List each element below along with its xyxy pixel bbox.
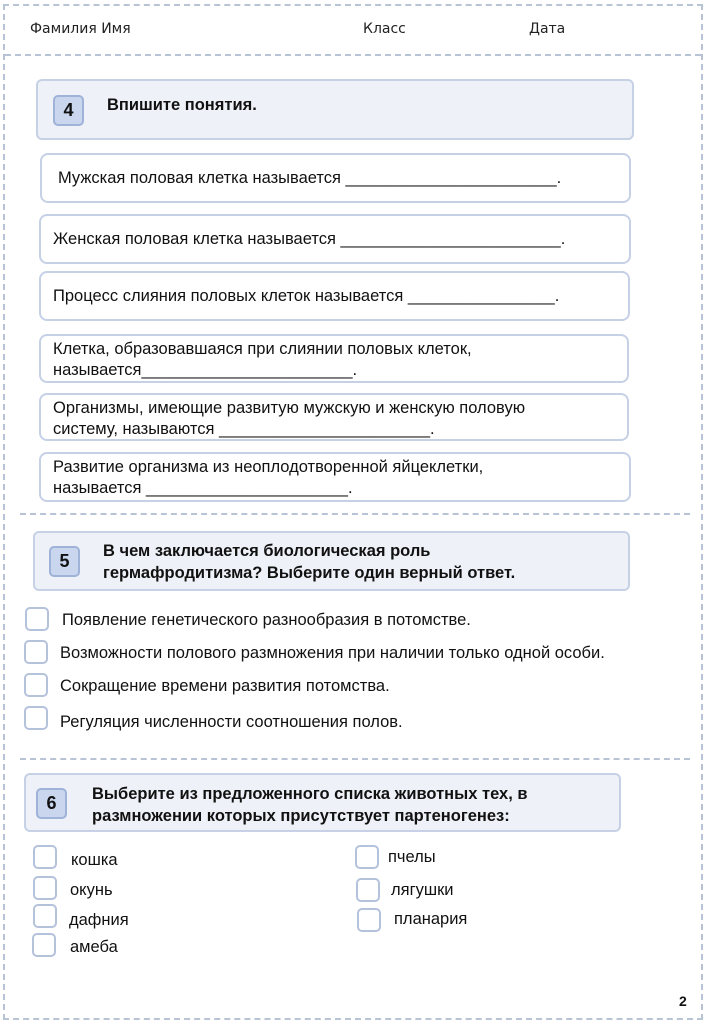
task-5-number: 5 — [49, 546, 80, 577]
task-6-title — [92, 783, 528, 827]
option-checkbox-3[interactable] — [24, 673, 48, 697]
task-6-header — [24, 773, 621, 832]
animal-label-daphnia: дафния — [69, 911, 129, 929]
fill-item-2-text: Женская половая клетка называется ________________________. — [53, 229, 566, 248]
student-name-label: Фамилия Имя — [30, 21, 131, 37]
fill-item-2[interactable] — [39, 214, 631, 264]
fill-item-6-line-1: Развитие организма из неоплодотворенной яйцеклетки, — [53, 458, 484, 476]
fill-item-3-text: Процесс слияния половых клеток называется ________________. — [53, 286, 560, 305]
animal-checkbox-cat[interactable] — [33, 845, 57, 869]
fill-item-3[interactable] — [39, 271, 630, 321]
class-label: Класс — [363, 21, 406, 37]
task-6-title-line-2: размножении которых присутствует партеногенез: — [92, 807, 510, 825]
animal-label-perch: окунь — [70, 881, 113, 899]
fill-item-1[interactable] — [40, 153, 631, 203]
animal-checkbox-planaria[interactable] — [357, 908, 381, 932]
task-6-number: 6 — [36, 788, 67, 819]
date-label: Дата — [529, 21, 566, 37]
animal-label-amoeba: амеба — [70, 938, 118, 956]
option-checkbox-1[interactable] — [25, 607, 49, 631]
animal-label-frogs: лягушки — [391, 881, 454, 899]
option-label-2: Возможности полового размножения при наличии только одной особи. — [60, 644, 605, 662]
fill-item-1-text: Мужская половая клетка называется _______________________. — [58, 168, 562, 187]
task-5-title-line-2: гермафродитизма? Выберите один верный ответ. — [103, 564, 516, 582]
animal-checkbox-perch[interactable] — [33, 876, 57, 900]
task-4-header — [36, 79, 634, 140]
animal-checkbox-amoeba[interactable] — [32, 933, 56, 957]
animal-checkbox-frogs[interactable] — [356, 878, 380, 902]
fill-item-4-line-2: называется_______________________. — [53, 361, 358, 379]
page-number: 2 — [679, 993, 687, 1009]
section-divider-2 — [20, 758, 690, 760]
fill-item-5-line-1: Организмы, имеющие развитую мужскую и женскую половую — [53, 399, 526, 417]
fill-item-5-line-2: систему, называются _______________________. — [53, 420, 435, 438]
animal-checkbox-daphnia[interactable] — [33, 904, 57, 928]
animal-checkbox-bees[interactable] — [355, 845, 379, 869]
option-label-4: Регуляция численности соотношения полов. — [60, 713, 403, 731]
task-4-number: 4 — [53, 95, 84, 126]
animal-label-cat: кошка — [71, 851, 118, 869]
fill-item-5[interactable] — [39, 393, 629, 441]
task-6-title-line-1: Выберите из предложенного списка животных тех, в — [92, 785, 528, 803]
task-5-title — [103, 540, 515, 584]
section-divider-1 — [20, 513, 690, 515]
header-divider — [5, 54, 701, 56]
fill-item-4-line-1: Клетка, образовавшаяся при слиянии половых клеток, — [53, 340, 472, 358]
task-5-title-line-1: В чем заключается биологическая роль — [103, 542, 431, 560]
task-4-title: Впишите понятия. — [107, 96, 257, 114]
fill-item-4[interactable] — [39, 334, 629, 383]
animal-label-planaria: планария — [394, 910, 468, 928]
fill-item-6[interactable] — [39, 452, 631, 502]
option-checkbox-4[interactable] — [24, 706, 48, 730]
option-checkbox-2[interactable] — [24, 640, 48, 664]
option-label-3: Сокращение времени развития потомства. — [60, 677, 390, 695]
option-label-1: Появление генетического разнообразия в потомстве. — [62, 611, 471, 629]
task-5-header — [33, 531, 630, 591]
animal-label-bees: пчелы — [388, 848, 436, 866]
fill-item-6-line-2: называется ______________________. — [53, 479, 353, 497]
